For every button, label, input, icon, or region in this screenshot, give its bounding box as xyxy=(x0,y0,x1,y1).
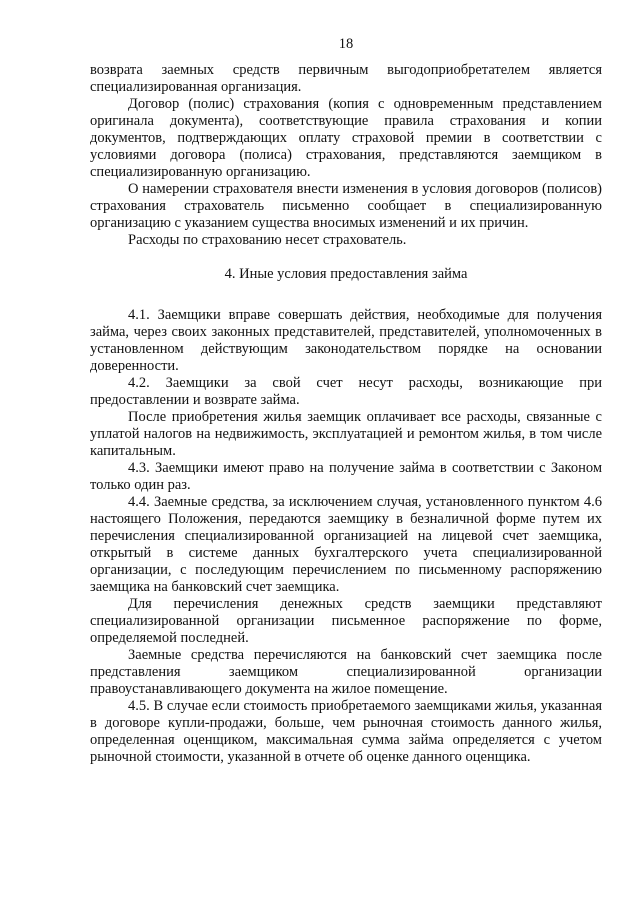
paragraph-4-1: 4.1. Заемщики вправе совершать действия, необходимые для получения займа, через своих законных представителей, представителей, уполномоченных в установленном действующим законодательством порядке на основании доверенности. xyxy=(90,307,602,374)
page-number: 18 xyxy=(338,36,354,52)
paragraph-4-5: 4.5. В случае если стоимость приобретаемого заемщиками жилья, указанная в договоре купли-продажи, больше, чем рыночная стоимость данного жилья, определенная оценщиком, максимальная сумма займа определяется с учетом рыночной стоимости, указанной в отчете об оценке данного оценщика. xyxy=(90,698,602,765)
paragraph-4-4: 4.4. Заемные средства, за исключением случая, установленного пунктом 4.6 настоящего Положения, передаются заемщику в безналичной форме путем их перечисления специализированной организацией на лицевой счет заемщика, открытый в системе данных бухгалтерского учета специализированной организации, с последующим перечислением по письменному распоряжению заемщика на банковский счет заемщика. xyxy=(90,494,602,595)
paragraph-insurance-policy: Договор (полис) страхования (копия с одновременным представлением оригинала документа), соответствующие правила страхования и копии документов, подтверждающих оплату страховой премии в соответствии с условиями договора (полиса) страхования, представляются заемщиком в специализированную организацию. xyxy=(90,96,602,180)
paragraph-4-4-order: Для перечисления денежных средств заемщики представляют специализированной организации письменное распоряжение по форме, определяемой последней. xyxy=(90,596,602,646)
paragraph-4-3: 4.3. Заемщики имеют право на получение займа в соответствии с Законом только один раз. xyxy=(90,460,602,493)
section-heading: 4. Иные условия предоставления займа xyxy=(224,266,468,282)
paragraph-insurance-expenses: Расходы по страхованию несет страхователь. xyxy=(128,232,407,248)
paragraph-continuation: возврата заемных средств первичным выгодоприобретателем является специализированная организация. xyxy=(90,62,602,95)
paragraph-4-2: 4.2. Заемщики за свой счет несут расходы, возникающие при предоставлении и возврате займа. xyxy=(90,375,602,408)
paragraph-4-4-transfer: Заемные средства перечисляются на банковский счет заемщика после представления заемщиком специализированной организации правоустанавливающего документа на жилое помещение. xyxy=(90,647,602,697)
document-page xyxy=(90,34,602,766)
paragraph-insurance-changes: О намерении страхователя внести изменения в условия договоров (полисов) страхования страхователь письменно сообщает в специализированную организацию с указанием существа вносимых изменений и их причин. xyxy=(90,181,602,231)
paragraph-4-2-expenses: После приобретения жилья заемщик оплачивает все расходы, связанные с уплатой налогов на недвижимость, эксплуатацией и ремонтом жилья, в том числе капитальным. xyxy=(90,409,602,459)
